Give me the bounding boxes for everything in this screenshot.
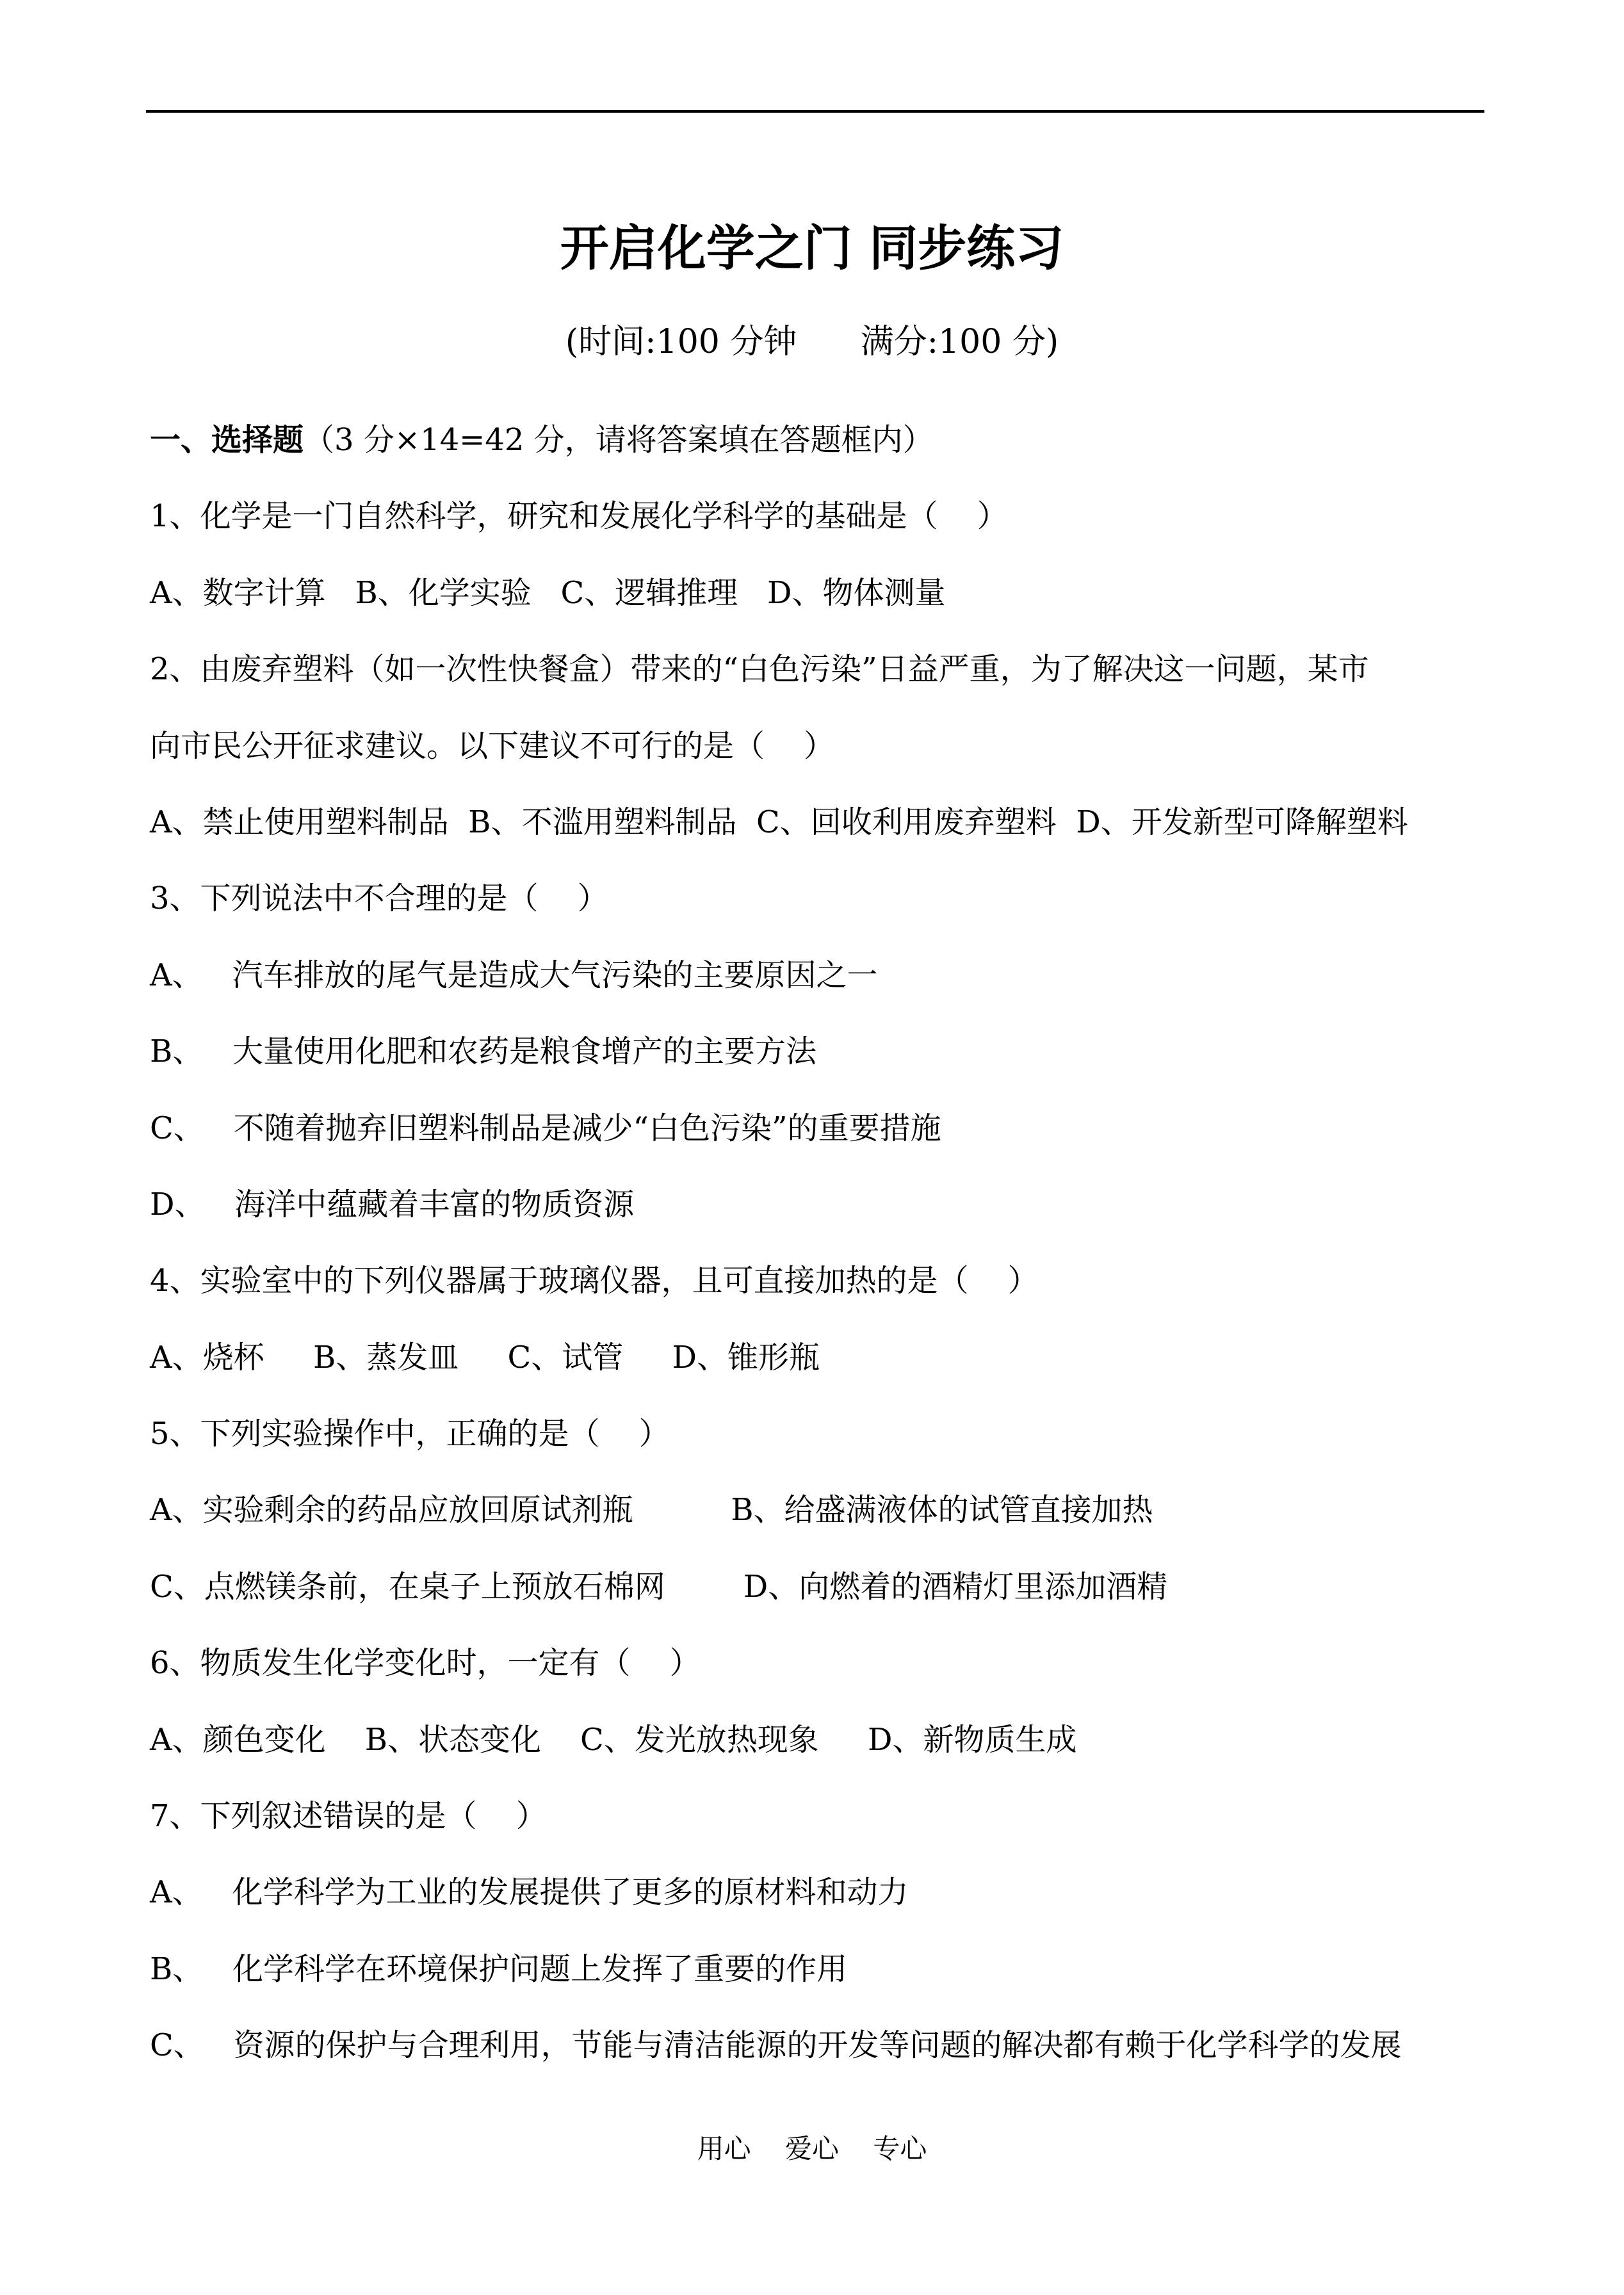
question-line: 3、下列说法中不合理的是（ ） bbox=[150, 880, 608, 917]
question-body bbox=[150, 402, 1501, 2084]
page-subtitle: (时间:100 分钟 满分:100 分) bbox=[565, 323, 1059, 361]
option-line: A、烧杯 B、蒸发皿 C、试管 D、锥形瓶 bbox=[150, 1339, 820, 1375]
section-note: （3 分×14=42 分，请将答案填在答题框内） bbox=[304, 422, 934, 458]
question-line: 6、物质发生化学变化时，一定有（ ） bbox=[150, 1645, 701, 1682]
page-title: 开启化学之门 同步练习 bbox=[560, 220, 1064, 277]
option-line: A、数字计算 B、化学实验 C、逻辑推理 D、物体测量 bbox=[150, 574, 946, 611]
option-line: D、 海洋中蕴藏着丰富的物质资源 bbox=[150, 1186, 635, 1222]
question-line: 2、由废弃塑料（如一次性快餐盒）带来的“白色污染”日益严重，为了解决这一问题，某市 bbox=[150, 651, 1369, 688]
page-footer: 用心 爱心 专心 bbox=[697, 2133, 927, 2164]
option-line: B、 大量使用化肥和农药是粮食增产的主要方法 bbox=[150, 1034, 817, 1070]
option-line: A、禁止使用塑料制品 B、不滥用塑料制品 C、回收利用废弃塑料 D、开发新型可降解塑料 bbox=[150, 804, 1408, 840]
option-line: C、 资源的保护与合理利用，节能与清洁能源的开发等问题的解决都有赖于化学科学的发展 bbox=[150, 2027, 1402, 2064]
section-heading-line bbox=[150, 402, 1501, 478]
question-line: 5、下列实验操作中，正确的是（ ） bbox=[150, 1416, 670, 1452]
question-line: 向市民公开征求建议。以下建议不可行的是（ ） bbox=[150, 727, 835, 764]
option-line: A、 化学科学为工业的发展提供了更多的原材料和动力 bbox=[150, 1874, 909, 1911]
option-line: A、颜色变化 B、状态变化 C、发光放热现象 D、新物质生成 bbox=[150, 1721, 1077, 1758]
question-line: 7、下列叙述错误的是（ ） bbox=[150, 1798, 547, 1835]
header-rule bbox=[146, 110, 1484, 113]
question-line: 1、化学是一门自然科学，研究和发展化学科学的基础是（ ） bbox=[150, 498, 1008, 535]
option-line: B、 化学科学在环境保护问题上发挥了重要的作用 bbox=[150, 1950, 848, 1987]
option-line: C、点燃镁条前，在桌子上预放石棉网 D、向燃着的酒精灯里添加酒精 bbox=[150, 1568, 1168, 1605]
option-line: A、实验剩余的药品应放回原试剂瓶 B、给盛满液体的试管直接加热 bbox=[150, 1492, 1153, 1529]
option-line: A、 汽车排放的尾气是造成大气污染的主要原因之一 bbox=[150, 957, 878, 993]
option-line: C、 不随着抛弃旧塑料制品是减少“白色污染”的重要措施 bbox=[150, 1110, 941, 1146]
question-line: 4、实验室中的下列仪器属于玻璃仪器，且可直接加热的是（ ） bbox=[150, 1263, 1039, 1299]
section-heading: 一、选择题 bbox=[150, 422, 304, 458]
